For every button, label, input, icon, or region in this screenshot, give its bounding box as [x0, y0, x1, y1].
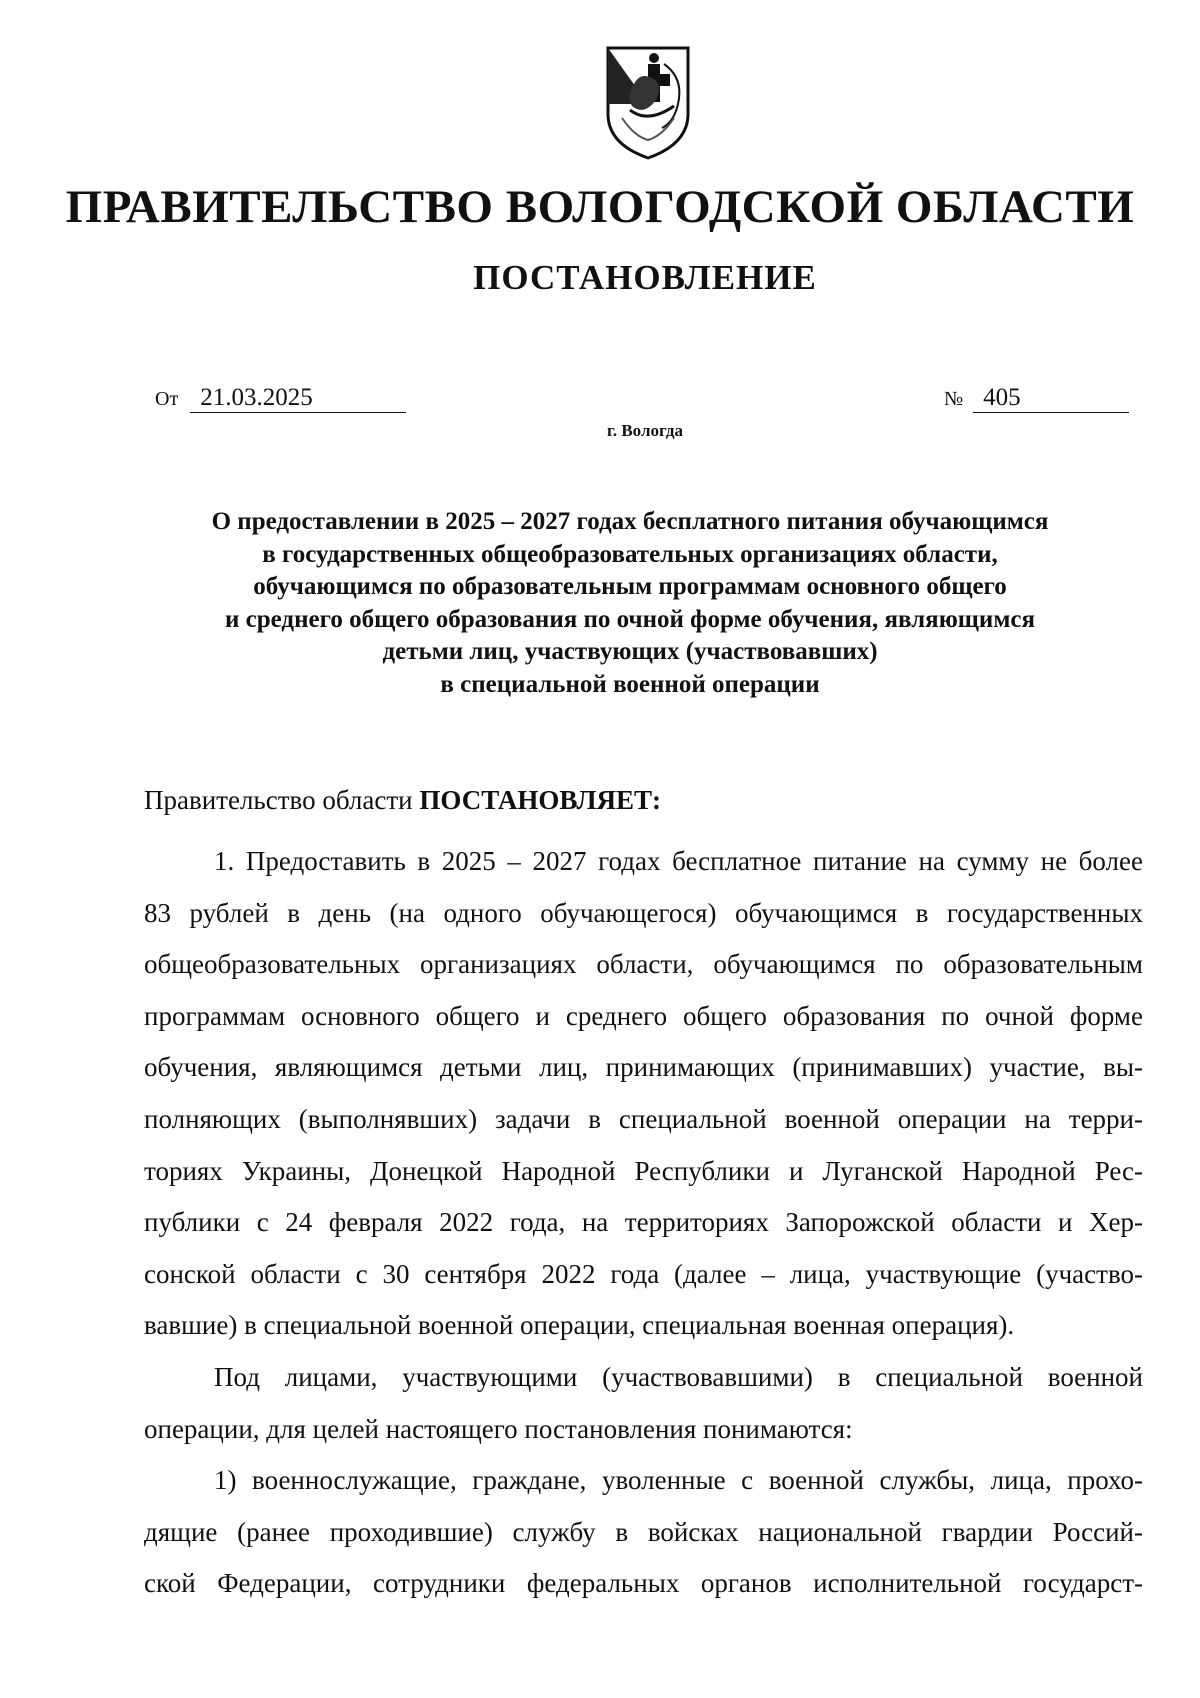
date-field [155, 384, 406, 413]
heading-line: и среднего общего образования по очной форме обучения, являющимся [225, 605, 1035, 633]
heading-line: детьми лиц, участвующих (участвовавших) [382, 638, 878, 665]
enact-prefix: Правительство области [144, 785, 413, 815]
paragraph-line: публики с 24 февраля 2022 года, на территориях Запорожской области и Хер- [144, 1207, 1143, 1238]
body-text [144, 836, 1143, 1610]
paragraph-line: Под лицами, участвующими (участвовавшими) в специальной военной [214, 1361, 1143, 1392]
paragraph-line: операции, для целей настоящего постановления понимаются: [144, 1413, 853, 1444]
document-heading [140, 506, 1120, 701]
paragraph-line: обучения, являющимся детьми лиц, принимающих (принимавших) участие, вы- [144, 1052, 1143, 1083]
vologda-coat-of-arms-icon [604, 44, 692, 162]
paragraph-line: сонской области с 30 сентября 2022 года (далее – лица, участвующие (участво- [144, 1258, 1143, 1289]
paragraph-line: вавшие) в специальной военной операции, специальная военная операция). [144, 1310, 1015, 1341]
heading-line: в государственных общеобразовательных организациях области, [262, 540, 998, 568]
enacting-clause [144, 785, 661, 816]
enact-word: ПОСТАНОВЛЯЕТ: [419, 785, 661, 815]
heading-line: обучающимся по образовательным программам основного общего [253, 573, 1007, 600]
number-field [944, 384, 1129, 413]
number-prefix: № [944, 388, 964, 410]
paragraph-line: программам основного общего и среднего общего образования по очной форме [144, 1000, 1143, 1031]
city: г. Вологда [607, 421, 683, 440]
date-value: 21.03.2025 [190, 385, 406, 413]
paragraph-line: общеобразовательных организациях области, обучающимся по образовательным [144, 949, 1143, 980]
government-title: ПРАВИТЕЛЬСТВО ВОЛОГОДСКОЙ ОБЛАСТИ [65, 181, 1135, 233]
paragraph-line: ториях Украины, Донецкой Народной Республики и Луганской Народной Рес- [144, 1155, 1143, 1186]
paragraph-line: 1. Предоставить в 2025 – 2027 годах бесплатное питание на сумму не более [214, 846, 1143, 876]
paragraph-line: 83 рублей в день (на одного обучающегося) обучающимся в государственных [144, 897, 1143, 928]
date-prefix: От [155, 388, 179, 410]
paragraph-line: 1) военнослужащие, граждане, уволенные с военной службы, лица, прохо- [214, 1465, 1143, 1496]
paragraph-line: ской Федерации, сотрудники федеральных органов исполнительной государст- [144, 1568, 1143, 1599]
heading-line: в специальной военной операции [440, 670, 820, 698]
paragraph-line: дящие (ранее проходившие) службу в войсках национальной гвардии Россий- [144, 1516, 1143, 1547]
number-value: 405 [973, 385, 1129, 413]
heading-line: О предоставлении в 2025 – 2027 годах бесплатного питания обучающимся [211, 508, 1049, 535]
paragraph-line: полняющих (выполнявших) задачи в специальной военной операции на терри- [144, 1103, 1143, 1134]
document-type: ПОСТАНОВЛЕНИЕ [473, 258, 817, 297]
